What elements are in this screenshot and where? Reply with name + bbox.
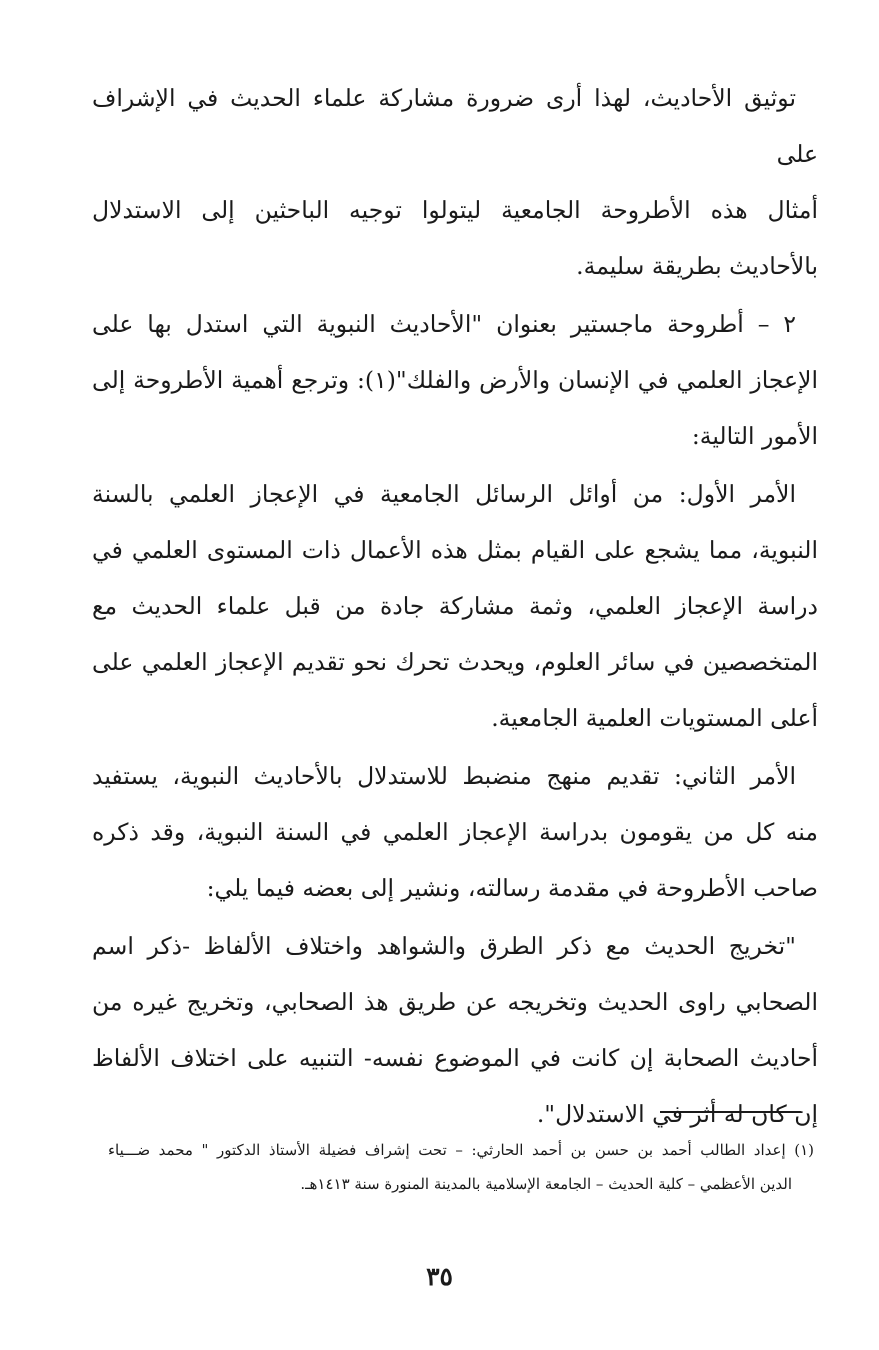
page-number: ٣٥ [426, 1262, 453, 1291]
text-line: "تخريج الحديث مع ذكر الطرق والشواهد واختلاف الألفاظ -ذكر اسم [92, 932, 796, 960]
text-line: الأمور التالية: [691, 422, 818, 450]
paragraph-5-quote [92, 918, 818, 1142]
text-line: منه كل من يقومون بدراسة الإعجاز العلمي في السنة النبوية، وقد ذكره [92, 818, 818, 846]
text-line: المتخصصين في سائر العلوم، ويحدث تحرك نحو تقديم الإعجاز العلمي على [92, 648, 818, 676]
paragraph-2 [92, 296, 818, 464]
text-line: بالأحاديث بطريقة سليمة. [576, 252, 818, 280]
paragraph-4 [92, 748, 818, 916]
paragraph-1 [92, 70, 818, 294]
footnote-line: الدين الأعظمي – كلية الحديث – الجامعة الإسلامية بالمدينة المنورة سنة ١٤١٣هـ. [300, 1175, 792, 1193]
text-line: الأمر الأول: من أوائل الرسائل الجامعية في الإعجاز العلمي بالسنة [92, 480, 796, 508]
text-line: الإعجاز العلمي في الإنسان والأرض والفلك"(١): وترجع أهمية الأطروحة إلى [92, 366, 818, 394]
paragraph-3 [92, 466, 818, 746]
text-line: ٢ – أطروحة ماجستير بعنوان "الأحاديث النبوية التي استدل بها على [92, 310, 796, 338]
text-line: توثيق الأحاديث، لهذا أرى ضرورة مشاركة علماء الحديث في الإشراف على [92, 84, 818, 168]
text-line: الأمر الثاني: تقديم منهج منضبط للاستدلال بالأحاديث النبوية، يستفيد [92, 762, 796, 790]
text-line: النبوية، مما يشجع على القيام بمثل هذه الأعمال ذات المستوى العلمي في [92, 536, 818, 564]
text-line: دراسة الإعجاز العلمي، وثمة مشاركة جادة من قبل علماء الحديث مع [92, 592, 818, 620]
text-line: أعلى المستويات العلمية الجامعية. [491, 704, 818, 732]
footnotes [108, 1133, 814, 1201]
text-line: إن كان له أثر في الاستدلال". [536, 1100, 818, 1128]
main-text [92, 70, 818, 1144]
footnote-divider [660, 1111, 801, 1113]
text-line: صاحب الأطروحة في مقدمة رسالته، ونشير إلى بعضه فيما يلي: [206, 874, 818, 902]
text-line: أمثال هذه الأطروحة الجامعية ليتولوا توجيه الباحثين إلى الاستدلال [92, 196, 818, 224]
text-line: الصحابي راوى الحديث وتخريجه عن طريق هذ الصحابي، وتخريج غيره من [92, 988, 818, 1016]
footnote-line: (١) إعداد الطالب أحمد بن حسن بن أحمد الحارثي: – تحت إشراف فضيلة الأستاذ الدكتور " محمد ضـــياء [108, 1141, 814, 1159]
text-line: أحاديث الصحابة إن كانت في الموضوع نفسه- التنبيه على اختلاف الألفاظ [92, 1044, 818, 1072]
